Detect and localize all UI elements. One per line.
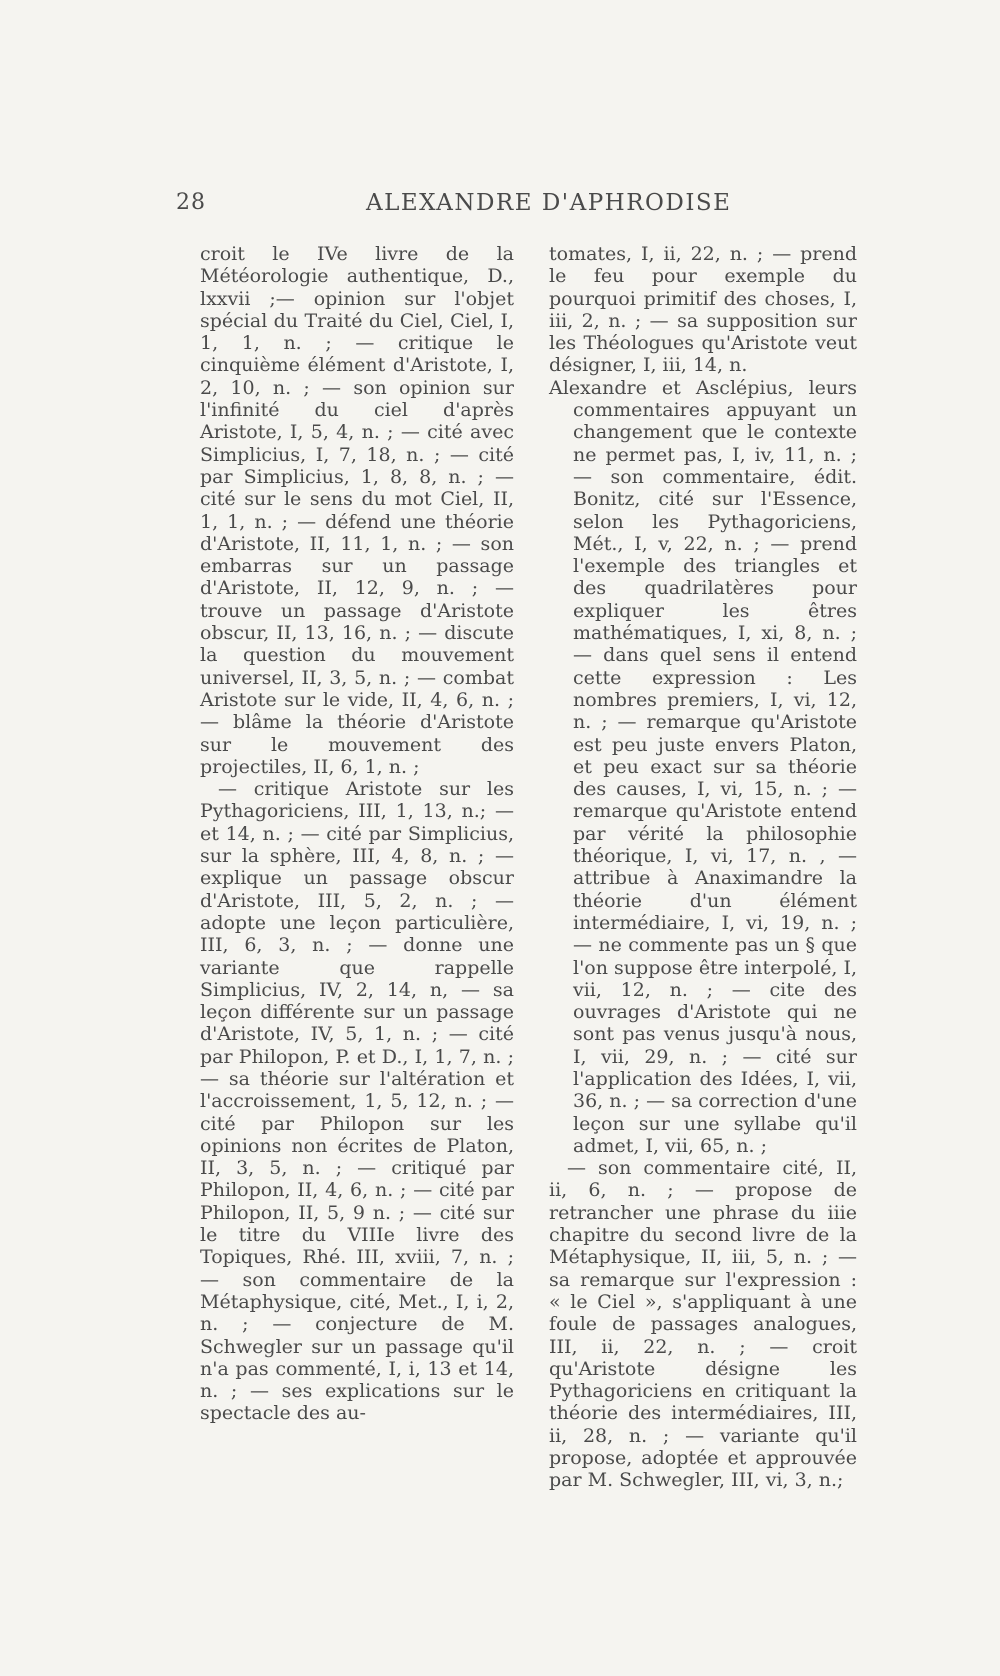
right-column	[549, 243, 857, 1492]
index-paragraph: tomates, I, ii, 22, n. ; — prend le feu pour exemple du pourquoi primitif des choses, I, iii, 2, n. ; — sa supposition sur les Théologues qu'Aristote veut désigner, I, iii, 14, n.	[549, 243, 857, 377]
left-column	[200, 243, 514, 1425]
running-title: ALEXANDRE D'APHRODISE	[366, 190, 732, 216]
index-entry: Alexandre et Asclépius, leurs commentaires appuyant un changement que le contexte ne permet pas, I, iv, 11, n. ; — son commentaire, édit. Bonitz, cité sur l'Essence, selon les Pythagoriciens, Mét., I, v, 22, n. ; — prend l'exemple des triangles et des quadrilatères pour expliquer les êtres mathématiques, I, xi, 8, n. ; — dans quel sens il entend cette expression : Les nombres premiers, I, vi, 12, n. ; — remarque qu'Aristote est peu juste envers Platon, et peu exact sur sa théorie des causes, I, vi, 15, n. ; — remarque qu'Aristote entend par vérité la philosophie théorique, I, vi, 17, n. , — attribue à Anaximandre la théorie d'un élément intermédiaire, I, vi, 19, n. ; — ne commente pas un § que l'on suppose être interpolé, I, vii, 12, n. ; — cite des ouvrages d'Aristote qui ne sont pas venus jusqu'à nous, I, vii, 29, n. ; — cité sur l'application des Idées, I, vii, 36, n. ; — sa correction d'une leçon sur une syllabe qu'il admet, I, vii, 65, n. ;	[549, 376, 857, 1157]
page-number: 28	[176, 190, 206, 215]
index-paragraph: — critique Aristote sur les Pythagoriciens, III, 1, 13, n.; — et 14, n. ; — cité par Simplicius, sur la sphère, III, 4, 8, n. ; — explique un passage obscur d'Aristote, III, 5, 2, n. ; — adopte une leçon particulière, III, 6, 3, n. ; — donne une variante que rappelle Simplicius, IV, 2, 14, n, — sa leçon différente sur un passage d'Aristote, IV, 5, 1, n. ; — cité par Philopon, P. et D., I, 1, 7, n. ; — sa théorie sur l'altération et l'accroissement, 1, 5, 12, n. ; — cité par Philopon sur les opinions non écrites de Platon, II, 3, 5, n. ; — critiqué par Philopon, II, 4, 6, n. ; — cité par Philopon, II, 5, 9 n. ; — cité sur le titre du VIIIe livre des Topiques, Rhé. III, xviii, 7, n. ; — son commentaire de la Métaphysique, cité, Met., I, i, 2, n. ; — conjecture de M. Schwegler sur un passage qu'il n'a pas commenté, I, i, 13 et 14, n. ; — ses explications sur le spectacle des au-	[200, 778, 514, 1425]
index-paragraph: — son commentaire cité, II, ii, 6, n. ; — propose de retrancher une phrase du iiie chapitre du second livre de la Métaphysique, II, iii, 5, n. ; — sa remarque sur l'expression : « le Ciel », s'appliquant à une foule de passages analogues, III, ii, 22, n. ; — croit qu'Aristote désigne les Pythagoriciens en critiquant la théorie des intermédiaires, III, ii, 28, n. ; — variante qu'il propose, adoptée et approuvée par M. Schwegler, III, vi, 3, n.;	[549, 1157, 857, 1492]
index-paragraph: croit le IVe livre de la Météorologie authentique, D., lxxvii ;— opinion sur l'objet spécial du Traité du Ciel, Ciel, I, 1, 1, n. ; — critique le cinquième élément d'Aristote, I, 2, 10, n. ; — son opinion sur l'infinité du ciel d'après Aristote, I, 5, 4, n. ; — cité avec Simplicius, I, 7, 18, n. ; — cité par Simplicius, 1, 8, 8, n. ; — cité sur le sens du mot Ciel, II, 1, 1, n. ; — défend une théorie d'Aristote, II, 11, 1, n. ; — son embarras sur un passage d'Aristote, II, 12, 9, n. ; — trouve un passage d'Aristote obscur, II, 13, 16, n. ; — discute la question du mouvement universel, II, 3, 5, n. ; — combat Aristote sur le vide, II, 4, 6, n. ; — blâme la théorie d'Aristote sur le mouvement des projectiles, II, 6, 1, n. ;	[200, 243, 514, 778]
